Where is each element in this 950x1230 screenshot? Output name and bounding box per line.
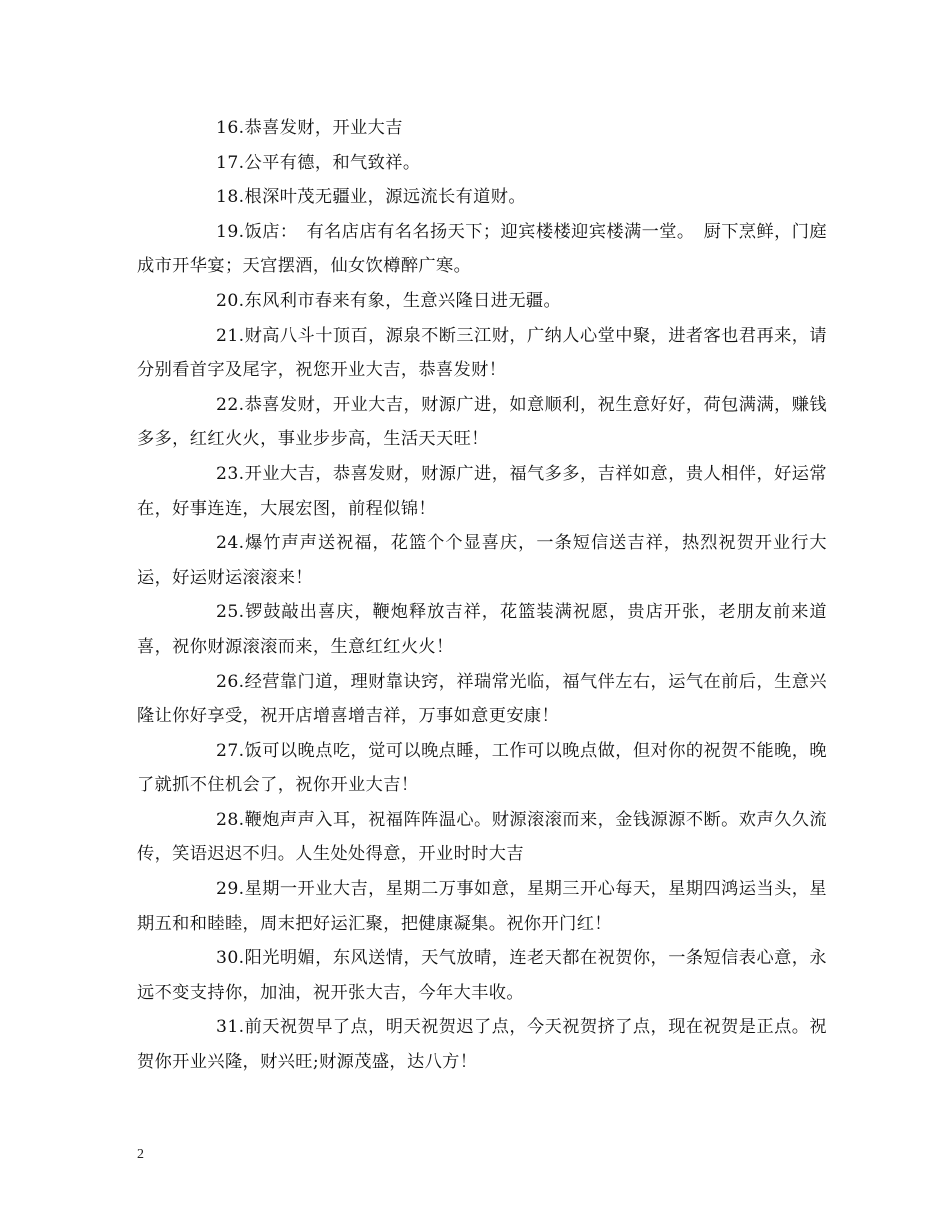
- paragraph-31: 31.前天祝贺早了点，明天祝贺迟了点，今天祝贺挤了点，现在祝贺是正点。祝贺你开业兴隆，财兴旺;财源茂盛，达八方！: [137, 1017, 827, 1073]
- paragraph-30: 30.阳光明媚，东风送情，天气放晴，连老天都在祝贺你，一条短信表心意，永远不变支持你，加油，祝开张大吉，今年大丰收。: [137, 948, 827, 1003]
- paragraph-27: 27.饭可以晚点吃，觉可以晚点睡，工作可以晚点做，但对你的祝贺不能晚，晚了就抓不住机会了，祝你开业大吉！: [137, 740, 827, 796]
- paragraph-29: 29.星期一开业大吉，星期二万事如意，星期三开心每天，星期四鸿运当头，星期五和和睦睦，周末把好运汇聚，把健康凝集。祝你开门红！: [137, 879, 827, 934]
- paragraph-26: 26.经营靠门道，理财靠诀窍，祥瑞常光临，福气伴左右，运气在前后，生意兴隆让你好享受，祝开店增喜增吉祥，万事如意更安康！: [137, 671, 827, 727]
- paragraph-28: 28.鞭炮声声入耳，祝福阵阵温心。财源滚滚而来，金钱源源不断。欢声久久流传，笑语迟迟不归。人生处处得意，开业时时大吉: [137, 809, 827, 865]
- paragraph-20: 20.东风利市春来有象，生意兴隆日进无疆。: [216, 290, 562, 311]
- paragraph-19: 19.饭店： 有名店店有名名扬天下；迎宾楼楼迎宾楼满一堂。 厨下烹鲜，门庭成市开华宴；天宫摆酒，仙女饮樽醉广寒。: [137, 221, 827, 277]
- page-number: 2: [137, 1147, 144, 1162]
- document-body: [137, 111, 827, 1080]
- paragraph-23: 23.开业大吉，恭喜发财，财源广进，福气多多，吉祥如意，贵人相伴，好运常在，好事连连，大展宏图，前程似锦！: [137, 463, 827, 519]
- paragraph-24: 24.爆竹声声送祝福，花篮个个显喜庆，一条短信送吉祥，热烈祝贺开业行大运，好运财运滚滚来！: [137, 533, 827, 588]
- paragraph-25: 25.锣鼓敲出喜庆，鞭炮释放吉祥，花篮装满祝愿，贵店开张，老朋友前来道喜，祝你财源滚滚而来，生意红红火火！: [137, 602, 827, 657]
- paragraph-16: 16.恭喜发财，开业大吉: [216, 118, 403, 138]
- paragraph-17: 17.公平有德，和气致祥。: [216, 152, 421, 173]
- paragraph-22: 22.恭喜发财，开业大吉，财源广进，如意顺利，祝生意好好，荷包满满，赚钱多多，红红火火，事业步步高，生活天天旺！: [137, 394, 827, 450]
- paragraph-21: 21.财高八斗十顶百，源泉不断三江财，广纳人心堂中聚，进者客也君再来，请分别看首字及尾字，祝您开业大吉，恭喜发财！: [137, 325, 827, 381]
- paragraph-18: 18.根深叶茂无疆业，源远流长有道财。: [216, 187, 526, 208]
